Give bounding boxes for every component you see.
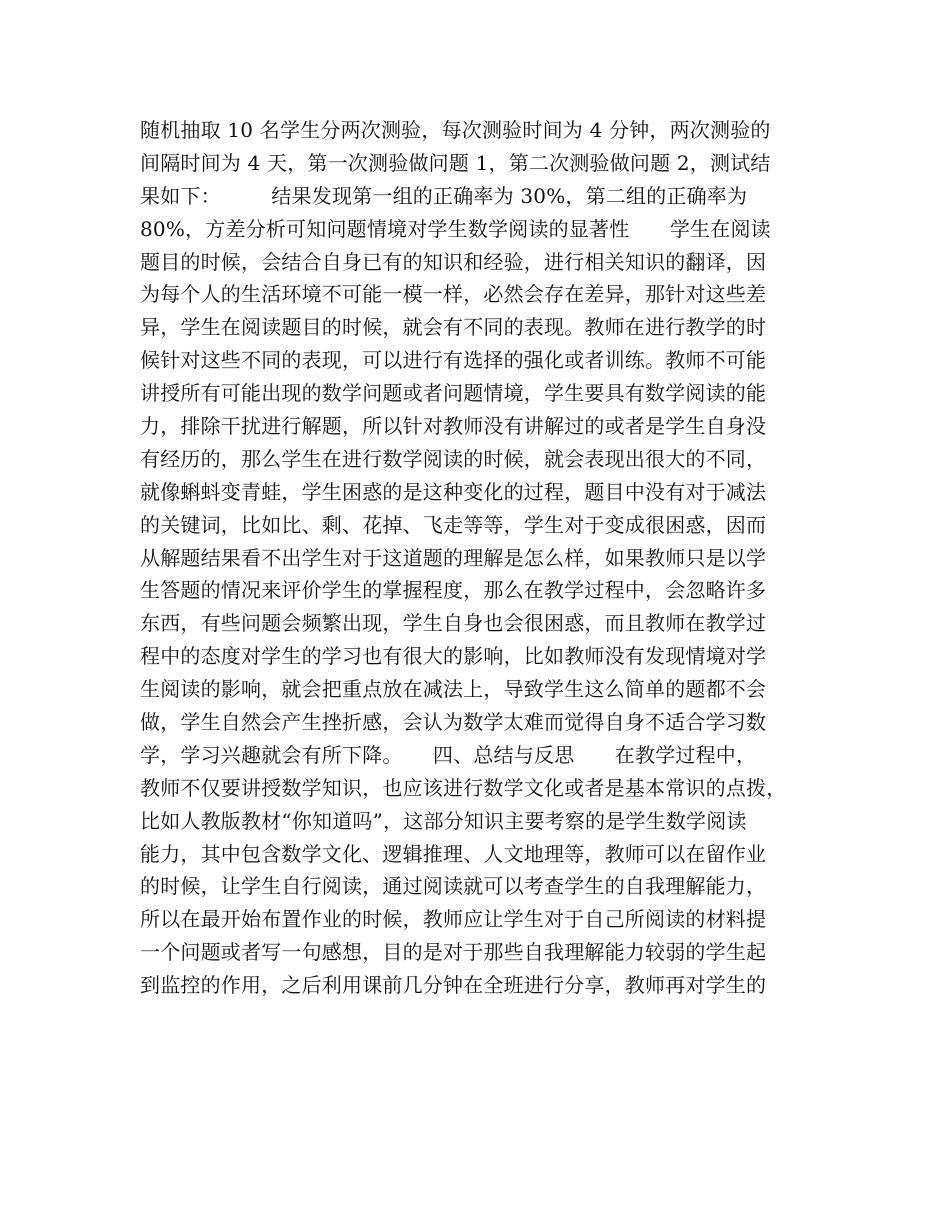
text-line: 比如人教版教材“你知道吗”，这部分知识主要考察的是学生数学阅读 — [140, 808, 747, 833]
text-line: 一个问题或者写一句感想，目的是对于那些自我理解能力较弱的学生起 — [140, 940, 767, 965]
text-line: 教师不仅要讲授数学知识，也应该进行数学文化或者是基本常识的点拨， — [140, 775, 787, 800]
body-text — [140, 114, 820, 1002]
text-line: 题目的时候，会结合自身已有的知识和经验，进行相关知识的翻译，因 — [140, 249, 767, 274]
text-line: 力，排除干扰进行解题，所以针对教师没有讲解过的或者是学生自身没 — [140, 414, 767, 439]
text-line: 的时候，让学生自行阅读，通过阅读就可以考查学生的自我理解能力， — [140, 874, 767, 899]
text-line: 生阅读的影响，就会把重点放在减法上，导致学生这么简单的题都不会 — [140, 677, 767, 702]
text-line: 东西，有些问题会频繁出现，学生自身也会很困惑，而且教师在教学过 — [140, 611, 767, 636]
text-line: 有经历的，那么学生在进行数学阅读的时候，就会表现出很大的不同， — [140, 446, 767, 471]
text-line: 学，学习兴趣就会有所下降。 四、总结与反思 在教学过程中， — [140, 742, 757, 767]
text-line: 异，学生在阅读题目的时候，就会有不同的表现。教师在进行教学的时 — [140, 315, 767, 340]
text-line: 候针对这些不同的表现，可以进行有选择的强化或者训练。教师不可能 — [140, 348, 767, 373]
text-line: 为每个人的生活环境不可能一模一样，必然会存在差异，那针对这些差 — [140, 282, 767, 307]
text-line: 生答题的情况来评价学生的掌握程度，那么在教学过程中，会忽略许多 — [140, 578, 767, 603]
text-line: 讲授所有可能出现的数学问题或者问题情境，学生要具有数学阅读的能 — [140, 381, 767, 406]
text-line: 的关键词，比如比、剩、花掉、飞走等等，学生对于变成很困惑，因而 — [140, 512, 767, 537]
text-line: 从解题结果看不出学生对于这道题的理解是怎么样，如果教师只是以学 — [140, 545, 767, 570]
text-line: 能力，其中包含数学文化、逻辑推理、人文地理等，教师可以在留作业 — [140, 841, 767, 866]
text-line: 到监控的作用，之后利用课前几分钟在全班进行分享，教师再对学生的 — [140, 973, 767, 998]
text-line: 80%，方差分析可知问题情境对学生数学阅读的显著性 学生在阅读 — [140, 216, 771, 241]
text-line: 做，学生自然会产生挫折感，会认为数学太难而觉得自身不适合学习数 — [140, 710, 767, 735]
text-line: 果如下： 结果发现第一组的正确率为 30%，第二组的正确率为 — [140, 183, 748, 208]
text-line: 间隔时间为 4 天，第一次测验做问题 1，第二次测验做问题 2，测试结 — [140, 150, 771, 175]
text-line: 程中的态度对学生的学习也有很大的影响，比如教师没有发现情境对学 — [140, 644, 767, 669]
text-line: 就像蝌蚪变青蛙，学生困惑的是这种变化的过程，题目中没有对于减法 — [140, 479, 767, 504]
text-line: 所以在最开始布置作业的时候，教师应让学生对于自己所阅读的材料提 — [140, 907, 767, 932]
text-line: 随机抽取 10 名学生分两次测验，每次测验时间为 4 分钟，两次测验的 — [140, 118, 771, 142]
